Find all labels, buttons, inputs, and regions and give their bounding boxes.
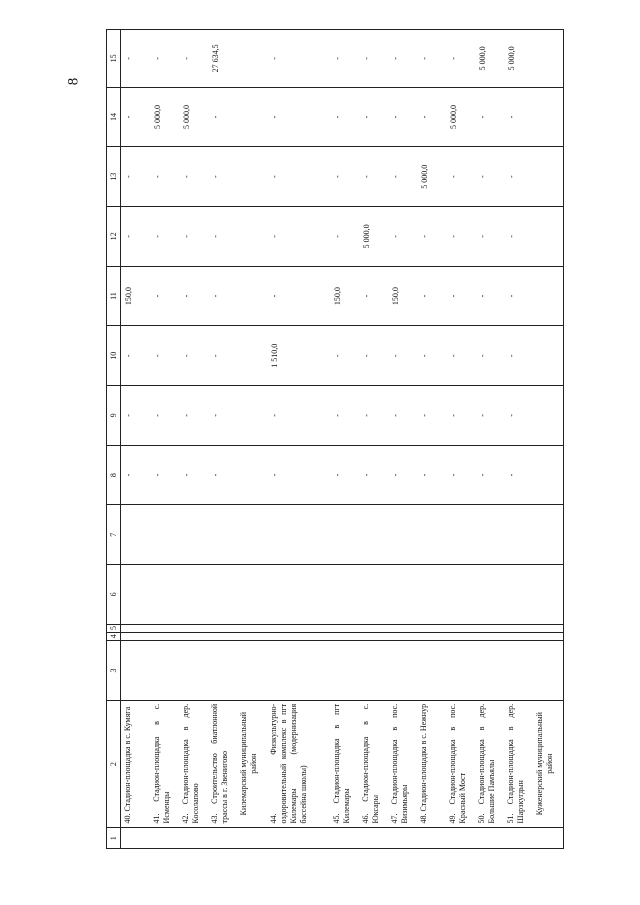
empty-cell [237,641,267,701]
value-cell-col-11: 150,0 [330,266,359,326]
value-cell-col-8: - [388,445,417,505]
table-row [417,30,446,849]
object-name-cell [121,700,151,828]
rotated-table-area [106,29,554,849]
value-cell-col-15: - [417,30,446,88]
empty-cell [237,266,267,326]
empty-cell [330,565,359,625]
column-header-11: 11 [107,266,121,326]
empty-cell [504,624,533,632]
object-name: 47. Стадион-площадка в пос. Визимьяры [390,703,409,824]
value-cell-col-9: - [388,386,417,446]
empty-cell [446,632,475,640]
empty-cell [533,632,564,640]
value-cell-col-11: 150,0 [121,266,151,326]
value-cell-col-9: - [504,386,533,446]
column-header-7: 7 [107,505,121,565]
empty-cell [388,828,417,849]
empty-cell [208,632,237,640]
empty-cell [533,30,564,88]
empty-cell [330,632,359,640]
table-body [121,30,564,849]
empty-cell [179,624,208,632]
table-row [150,30,179,849]
value-cell-col-12: - [388,207,417,267]
column-header-13: 13 [107,147,121,207]
value-cell-col-12: - [417,207,446,267]
value-cell-col-14: - [267,87,330,147]
column-header-9: 9 [107,386,121,446]
object-name: 44. Физкультурно-оздоровительный комплекс в пгт Килемары (модернизация бассейна школы) [269,703,308,824]
empty-cell [237,147,267,207]
empty-cell [446,505,475,565]
value-cell-col-12: - [504,207,533,267]
empty-cell [330,641,359,701]
value-cell-col-11: - [150,266,179,326]
value-cell-col-12: - [150,207,179,267]
object-name-cell [179,700,208,828]
value-cell-col-11: - [504,266,533,326]
value-cell-col-10: - [121,326,151,386]
empty-cell [359,641,388,701]
empty-cell [475,624,504,632]
empty-cell [475,505,504,565]
table-row [330,30,359,849]
empty-cell [417,641,446,701]
empty-cell [208,565,237,625]
empty-cell [150,505,179,565]
value-cell-col-13: 5 000,0 [417,147,446,207]
empty-cell [179,565,208,625]
value-cell-col-9: - [208,386,237,446]
table-row [475,30,504,849]
object-name-cell [330,700,359,828]
empty-cell [330,624,359,632]
empty-cell [121,828,151,849]
value-cell-col-14: - [475,87,504,147]
empty-cell [237,326,267,386]
value-cell-col-13: - [330,147,359,207]
object-name: 40. Стадион-площадка в с. Кумяга [123,706,132,824]
object-name-cell [475,700,504,828]
empty-cell [417,624,446,632]
table-row [267,30,330,849]
value-cell-col-10: - [359,326,388,386]
empty-cell [388,641,417,701]
empty-cell [533,147,564,207]
object-name-cell [388,700,417,828]
empty-cell [504,505,533,565]
table-row [504,30,533,849]
table-row [121,30,151,849]
district-row [533,30,564,849]
column-header-10: 10 [107,326,121,386]
object-name: 51. Стадион-площадка в дер. Шарзкугдын [506,703,525,824]
empty-cell [533,624,564,632]
district-name: Куженерский муниципальный район [535,712,554,816]
object-name: 48. Стадион-площадка в с. Нежнур [419,703,428,824]
value-cell-col-14: 5 000,0 [150,87,179,147]
empty-cell [121,641,151,701]
empty-cell [417,632,446,640]
object-name-cell [267,700,330,828]
value-cell-col-11: - [267,266,330,326]
value-cell-col-8: - [475,445,504,505]
empty-cell [237,386,267,446]
value-cell-col-15: - [121,30,151,88]
empty-cell [267,624,330,632]
value-cell-col-15: 5 000,0 [475,30,504,88]
value-cell-col-8: - [208,445,237,505]
value-cell-col-11: - [446,266,475,326]
value-cell-col-8: - [121,445,151,505]
table-row [388,30,417,849]
empty-cell [237,828,267,849]
value-cell-col-12: - [446,207,475,267]
value-cell-col-10: 1 510,0 [267,326,330,386]
value-cell-col-8: - [504,445,533,505]
value-cell-col-9: - [359,386,388,446]
object-name-cell [504,700,533,828]
object-name: 41. Стадион-площадка в с. Исменцы [152,703,171,824]
value-cell-col-9: - [417,386,446,446]
empty-cell [533,266,564,326]
empty-cell [121,565,151,625]
column-header-4: 4 [107,632,121,640]
empty-cell [446,828,475,849]
value-cell-col-15: - [388,30,417,88]
value-cell-col-13: - [179,147,208,207]
value-cell-col-12: - [121,207,151,267]
empty-cell [417,828,446,849]
empty-cell [388,632,417,640]
value-cell-col-15: 5 000,0 [504,30,533,88]
value-cell-col-11: - [417,266,446,326]
value-cell-col-13: - [475,147,504,207]
empty-cell [388,505,417,565]
column-header-1: 1 [107,828,121,849]
value-cell-col-12: - [179,207,208,267]
empty-cell [150,828,179,849]
column-header-5: 5 [107,624,121,632]
value-cell-col-11: - [475,266,504,326]
value-cell-col-13: - [121,147,151,207]
empty-cell [237,505,267,565]
empty-cell [533,386,564,446]
empty-cell [150,624,179,632]
empty-cell [388,624,417,632]
empty-cell [533,565,564,625]
value-cell-col-10: - [446,326,475,386]
district-row [237,30,267,849]
district-name-cell [237,700,267,828]
value-cell-col-11: - [208,266,237,326]
empty-cell [267,828,330,849]
column-header-6: 6 [107,565,121,625]
column-header-3: 3 [107,641,121,701]
object-name-cell [208,700,237,828]
value-cell-col-10: - [330,326,359,386]
empty-cell [150,565,179,625]
value-cell-col-13: - [446,147,475,207]
value-cell-col-10: - [150,326,179,386]
district-name-cell [533,700,564,828]
value-cell-col-12: - [330,207,359,267]
empty-cell [121,632,151,640]
empty-cell [237,207,267,267]
empty-cell [359,828,388,849]
value-cell-col-12: - [267,207,330,267]
empty-cell [330,505,359,565]
column-header-12: 12 [107,207,121,267]
empty-cell [533,326,564,386]
value-cell-col-8: - [179,445,208,505]
value-cell-col-15: - [446,30,475,88]
value-cell-col-8: - [446,445,475,505]
value-cell-col-13: - [388,147,417,207]
empty-cell [504,632,533,640]
empty-cell [504,828,533,849]
value-cell-col-12: 5 000,0 [359,207,388,267]
empty-cell [267,505,330,565]
object-name: 50. Стадион-площадка в дер. Большие Памъялы [477,703,496,824]
empty-cell [179,641,208,701]
object-name-cell [417,700,446,828]
value-cell-col-9: - [475,386,504,446]
empty-cell [208,505,237,565]
empty-cell [237,445,267,505]
empty-cell [475,565,504,625]
value-cell-col-14: 5 000,0 [446,87,475,147]
empty-cell [237,565,267,625]
column-number-header [107,30,121,849]
empty-cell [533,505,564,565]
empty-cell [475,828,504,849]
table-row [359,30,388,849]
value-cell-col-14: - [417,87,446,147]
page-number: 8 [65,77,82,86]
value-cell-col-13: - [504,147,533,207]
empty-cell [475,632,504,640]
column-header-15: 15 [107,30,121,88]
empty-cell [446,641,475,701]
empty-cell [388,565,417,625]
value-cell-col-8: - [267,445,330,505]
value-cell-col-9: - [330,386,359,446]
value-cell-col-9: - [121,386,151,446]
empty-cell [267,565,330,625]
empty-cell [504,641,533,701]
value-cell-col-8: - [330,445,359,505]
empty-cell [533,87,564,147]
value-cell-col-10: - [504,326,533,386]
value-cell-col-15: 27 634,5 [208,30,237,88]
value-cell-col-9: - [150,386,179,446]
value-cell-col-9: - [179,386,208,446]
empty-cell [121,505,151,565]
value-cell-col-14: - [330,87,359,147]
value-cell-col-15: - [359,30,388,88]
object-name-cell [446,700,475,828]
value-cell-col-8: - [417,445,446,505]
object-name-cell [359,700,388,828]
empty-cell [359,624,388,632]
empty-cell [359,505,388,565]
empty-cell [417,565,446,625]
value-cell-col-8: - [150,445,179,505]
value-cell-col-14: 5 000,0 [179,87,208,147]
object-name: 43. Строительство биатлонной трассы в г. Звенигово [210,703,229,824]
value-cell-col-15: - [150,30,179,88]
empty-cell [208,641,237,701]
value-cell-col-13: - [150,147,179,207]
empty-cell [121,624,151,632]
value-cell-col-15: - [330,30,359,88]
empty-cell [237,87,267,147]
value-cell-col-12: - [208,207,237,267]
table-row [208,30,237,849]
empty-cell [417,505,446,565]
value-cell-col-12: - [475,207,504,267]
empty-cell [267,632,330,640]
object-name: 45. Стадион-площадка в пгт Килемары [332,703,351,824]
value-cell-col-11: 150,0 [388,266,417,326]
empty-cell [330,828,359,849]
empty-cell [533,828,564,849]
empty-cell [237,30,267,88]
empty-cell [179,828,208,849]
empty-cell [237,632,267,640]
empty-cell [533,207,564,267]
empty-cell [533,641,564,701]
table-row [179,30,208,849]
value-cell-col-10: - [179,326,208,386]
empty-cell [475,641,504,701]
value-cell-col-8: - [359,445,388,505]
value-cell-col-10: - [208,326,237,386]
column-header-8: 8 [107,445,121,505]
value-cell-col-15: - [267,30,330,88]
empty-cell [150,641,179,701]
value-cell-col-10: - [388,326,417,386]
column-header-2: 2 [107,700,121,828]
empty-cell [504,565,533,625]
value-cell-col-13: - [359,147,388,207]
value-cell-col-15: - [179,30,208,88]
value-cell-col-9: - [446,386,475,446]
empty-cell [267,641,330,701]
empty-cell [237,624,267,632]
empty-cell [208,624,237,632]
empty-cell [446,565,475,625]
budget-table [106,29,564,849]
value-cell-col-14: - [208,87,237,147]
value-cell-col-11: - [179,266,208,326]
empty-cell [359,632,388,640]
object-name-cell [150,700,179,828]
value-cell-col-10: - [475,326,504,386]
value-cell-col-10: - [417,326,446,386]
value-cell-col-11: - [359,266,388,326]
empty-cell [208,828,237,849]
value-cell-col-9: - [267,386,330,446]
object-name: 42. Стадион-площадка в дер. Косолапово [181,703,200,824]
value-cell-col-14: - [388,87,417,147]
column-header-14: 14 [107,87,121,147]
empty-cell [359,565,388,625]
value-cell-col-14: - [121,87,151,147]
empty-cell [150,632,179,640]
value-cell-col-13: - [208,147,237,207]
empty-cell [446,624,475,632]
empty-cell [179,505,208,565]
object-name: 49. Стадион-площадка в пос. Красный Мост [448,703,467,824]
district-name: Килемарский муниципальный район [239,711,258,816]
table-row [446,30,475,849]
empty-cell [179,632,208,640]
empty-cell [533,445,564,505]
value-cell-col-13: - [267,147,330,207]
object-name: 46. Стадион-площадка в с. Юксары [361,703,380,824]
value-cell-col-14: - [359,87,388,147]
value-cell-col-14: - [504,87,533,147]
